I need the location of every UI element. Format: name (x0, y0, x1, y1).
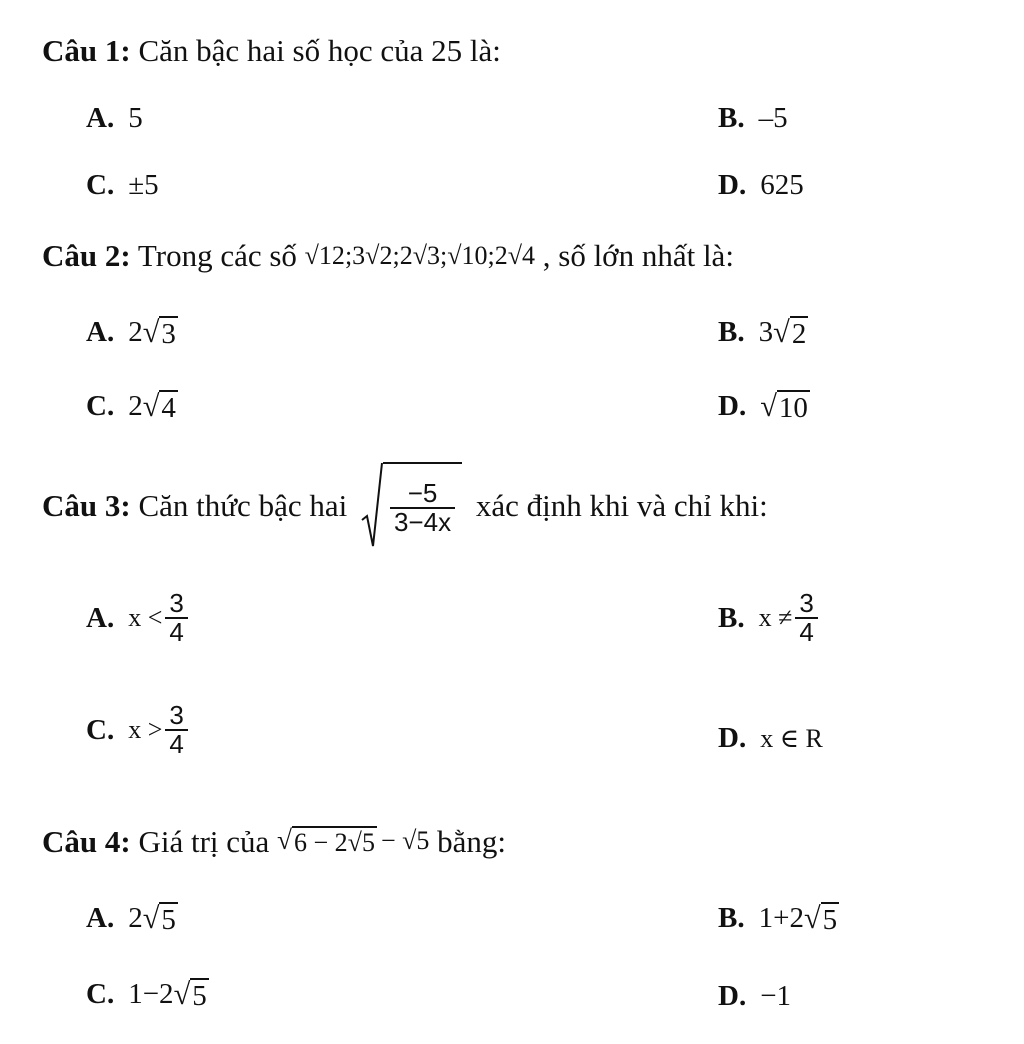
question-4-text-after: bằng: (429, 824, 507, 859)
sqrt-icon: √ 10 (760, 389, 808, 424)
sqrt-icon: √ 5 (803, 901, 838, 936)
fraction-denominator: 4 (169, 729, 184, 760)
coefficient: 3 (758, 316, 774, 349)
fraction-numerator: 3 (169, 588, 184, 618)
question-3 (42, 462, 768, 548)
option-letter: C. (86, 713, 115, 746)
number-3: 2√3 (399, 240, 440, 270)
question-1-text: Căn bậc hai số học của 25 là: (130, 33, 501, 68)
q2-option-a (86, 316, 178, 349)
option-math (128, 978, 209, 1011)
q4-option-c (86, 978, 209, 1011)
q3-option-b (718, 590, 821, 647)
q3-option-c (86, 702, 191, 759)
q2-option-d (718, 390, 810, 423)
radicand: 2 (791, 318, 807, 350)
q2-option-b (718, 316, 808, 349)
prefix: 1−2 (128, 978, 174, 1011)
number-4: √10 (447, 240, 488, 270)
sqrt-icon: √ 3 (142, 315, 176, 350)
q4-option-a (86, 902, 178, 935)
inequality-lhs: x < (128, 603, 163, 633)
option-letter: D. (718, 169, 747, 201)
question-2 (42, 240, 734, 271)
option-math (128, 316, 178, 349)
radicand: 4 (161, 392, 176, 424)
question-2-label: Câu 2: (42, 238, 131, 273)
option-letter: D. (718, 980, 747, 1012)
option-letter: A. (86, 102, 115, 134)
option-value: 5 (128, 102, 143, 134)
option-value: ±5 (128, 169, 159, 201)
fraction (795, 590, 817, 647)
number-5: 2√4 (494, 240, 535, 270)
option-value: −1 (760, 980, 792, 1012)
fraction-denominator: 3−4x (393, 507, 452, 537)
option-letter: B. (718, 316, 745, 349)
question-4-text-before: Giá trị của (130, 824, 278, 859)
fraction-denominator: 4 (799, 617, 814, 648)
fraction-numerator: 3 (799, 588, 814, 618)
question-4 (42, 826, 506, 857)
q3-option-d (718, 724, 823, 753)
radicand: 3 (161, 318, 176, 350)
option-math (759, 902, 840, 935)
radicand: 6 − 2√5 (294, 828, 375, 858)
question-1-label: Câu 1: (42, 33, 131, 68)
option-letter: D. (718, 390, 747, 423)
prefix: 2 (128, 902, 143, 935)
fraction (390, 477, 455, 537)
number-2: 3√2 (352, 240, 393, 270)
question-1 (42, 35, 501, 66)
coefficient: 2 (128, 316, 143, 349)
fraction-numerator: 3 (169, 700, 184, 730)
question-2-text-after: , số lớn nhất là: (535, 238, 734, 273)
sqrt-icon: √ 4 (142, 389, 176, 424)
option-math (759, 316, 809, 349)
radicand: 5 (822, 904, 838, 936)
option-value: –5 (758, 102, 788, 134)
q4-option-b (718, 902, 839, 935)
sqrt-icon: √ 5 (142, 901, 176, 936)
number-list: √12 ; 3√2 ; 2√3 ; √10 ; 2√4 (304, 240, 535, 270)
fraction (165, 590, 187, 647)
q1-option-a (86, 104, 143, 133)
inequality-lhs: x > (128, 715, 163, 745)
option-math (128, 902, 178, 935)
fraction (165, 702, 187, 759)
inequality-lhs: x ≠ (758, 603, 793, 633)
option-letter: C. (86, 390, 115, 423)
option-letter: A. (86, 316, 115, 349)
q4-option-d (718, 982, 791, 1011)
radicand: 5 (192, 980, 207, 1012)
option-letter: B. (718, 102, 745, 134)
coefficient: 2 (128, 390, 143, 423)
option-letter: C. (86, 978, 115, 1011)
option-value: 625 (760, 169, 804, 201)
option-letter: B. (718, 601, 745, 634)
question-3-text-before: Căn thức bậc hai (130, 487, 355, 523)
option-value: x ∈ R (760, 723, 823, 753)
option-letter: C. (86, 169, 115, 201)
sqrt-icon: √ 6 − 2√5 (277, 825, 375, 858)
option-letter: B. (718, 902, 745, 935)
q1-option-c (86, 171, 159, 200)
sqrt-icon: √ 2 (773, 315, 807, 350)
fraction-denominator: 4 (169, 617, 184, 648)
option-math (128, 390, 178, 423)
expression (277, 826, 429, 856)
prefix: 1+2 (758, 902, 804, 935)
expression-tail: − √5 (380, 826, 430, 856)
sqrt-icon (361, 462, 383, 548)
fraction-numerator: −5 (407, 477, 438, 508)
option-letter: D. (718, 722, 747, 754)
q3-option-a (86, 590, 191, 647)
q1-option-d (718, 171, 804, 200)
question-3-label: Câu 3: (42, 487, 131, 523)
question-3-text-after: xác định khi và chỉ khi: (468, 487, 768, 523)
radicand: 10 (778, 392, 808, 424)
option-letter: A. (86, 902, 115, 935)
number-1: √12 (304, 240, 345, 270)
q2-option-c (86, 390, 178, 423)
radicand: 5 (161, 904, 176, 936)
sqrt-fraction-expression (361, 462, 462, 548)
option-letter: A. (86, 601, 115, 634)
question-2-text-before: Trong các số (130, 238, 305, 273)
q1-option-b (718, 104, 788, 133)
sqrt-icon: √ 5 (173, 977, 207, 1012)
option-math (760, 390, 810, 423)
question-4-label: Câu 4: (42, 824, 131, 859)
